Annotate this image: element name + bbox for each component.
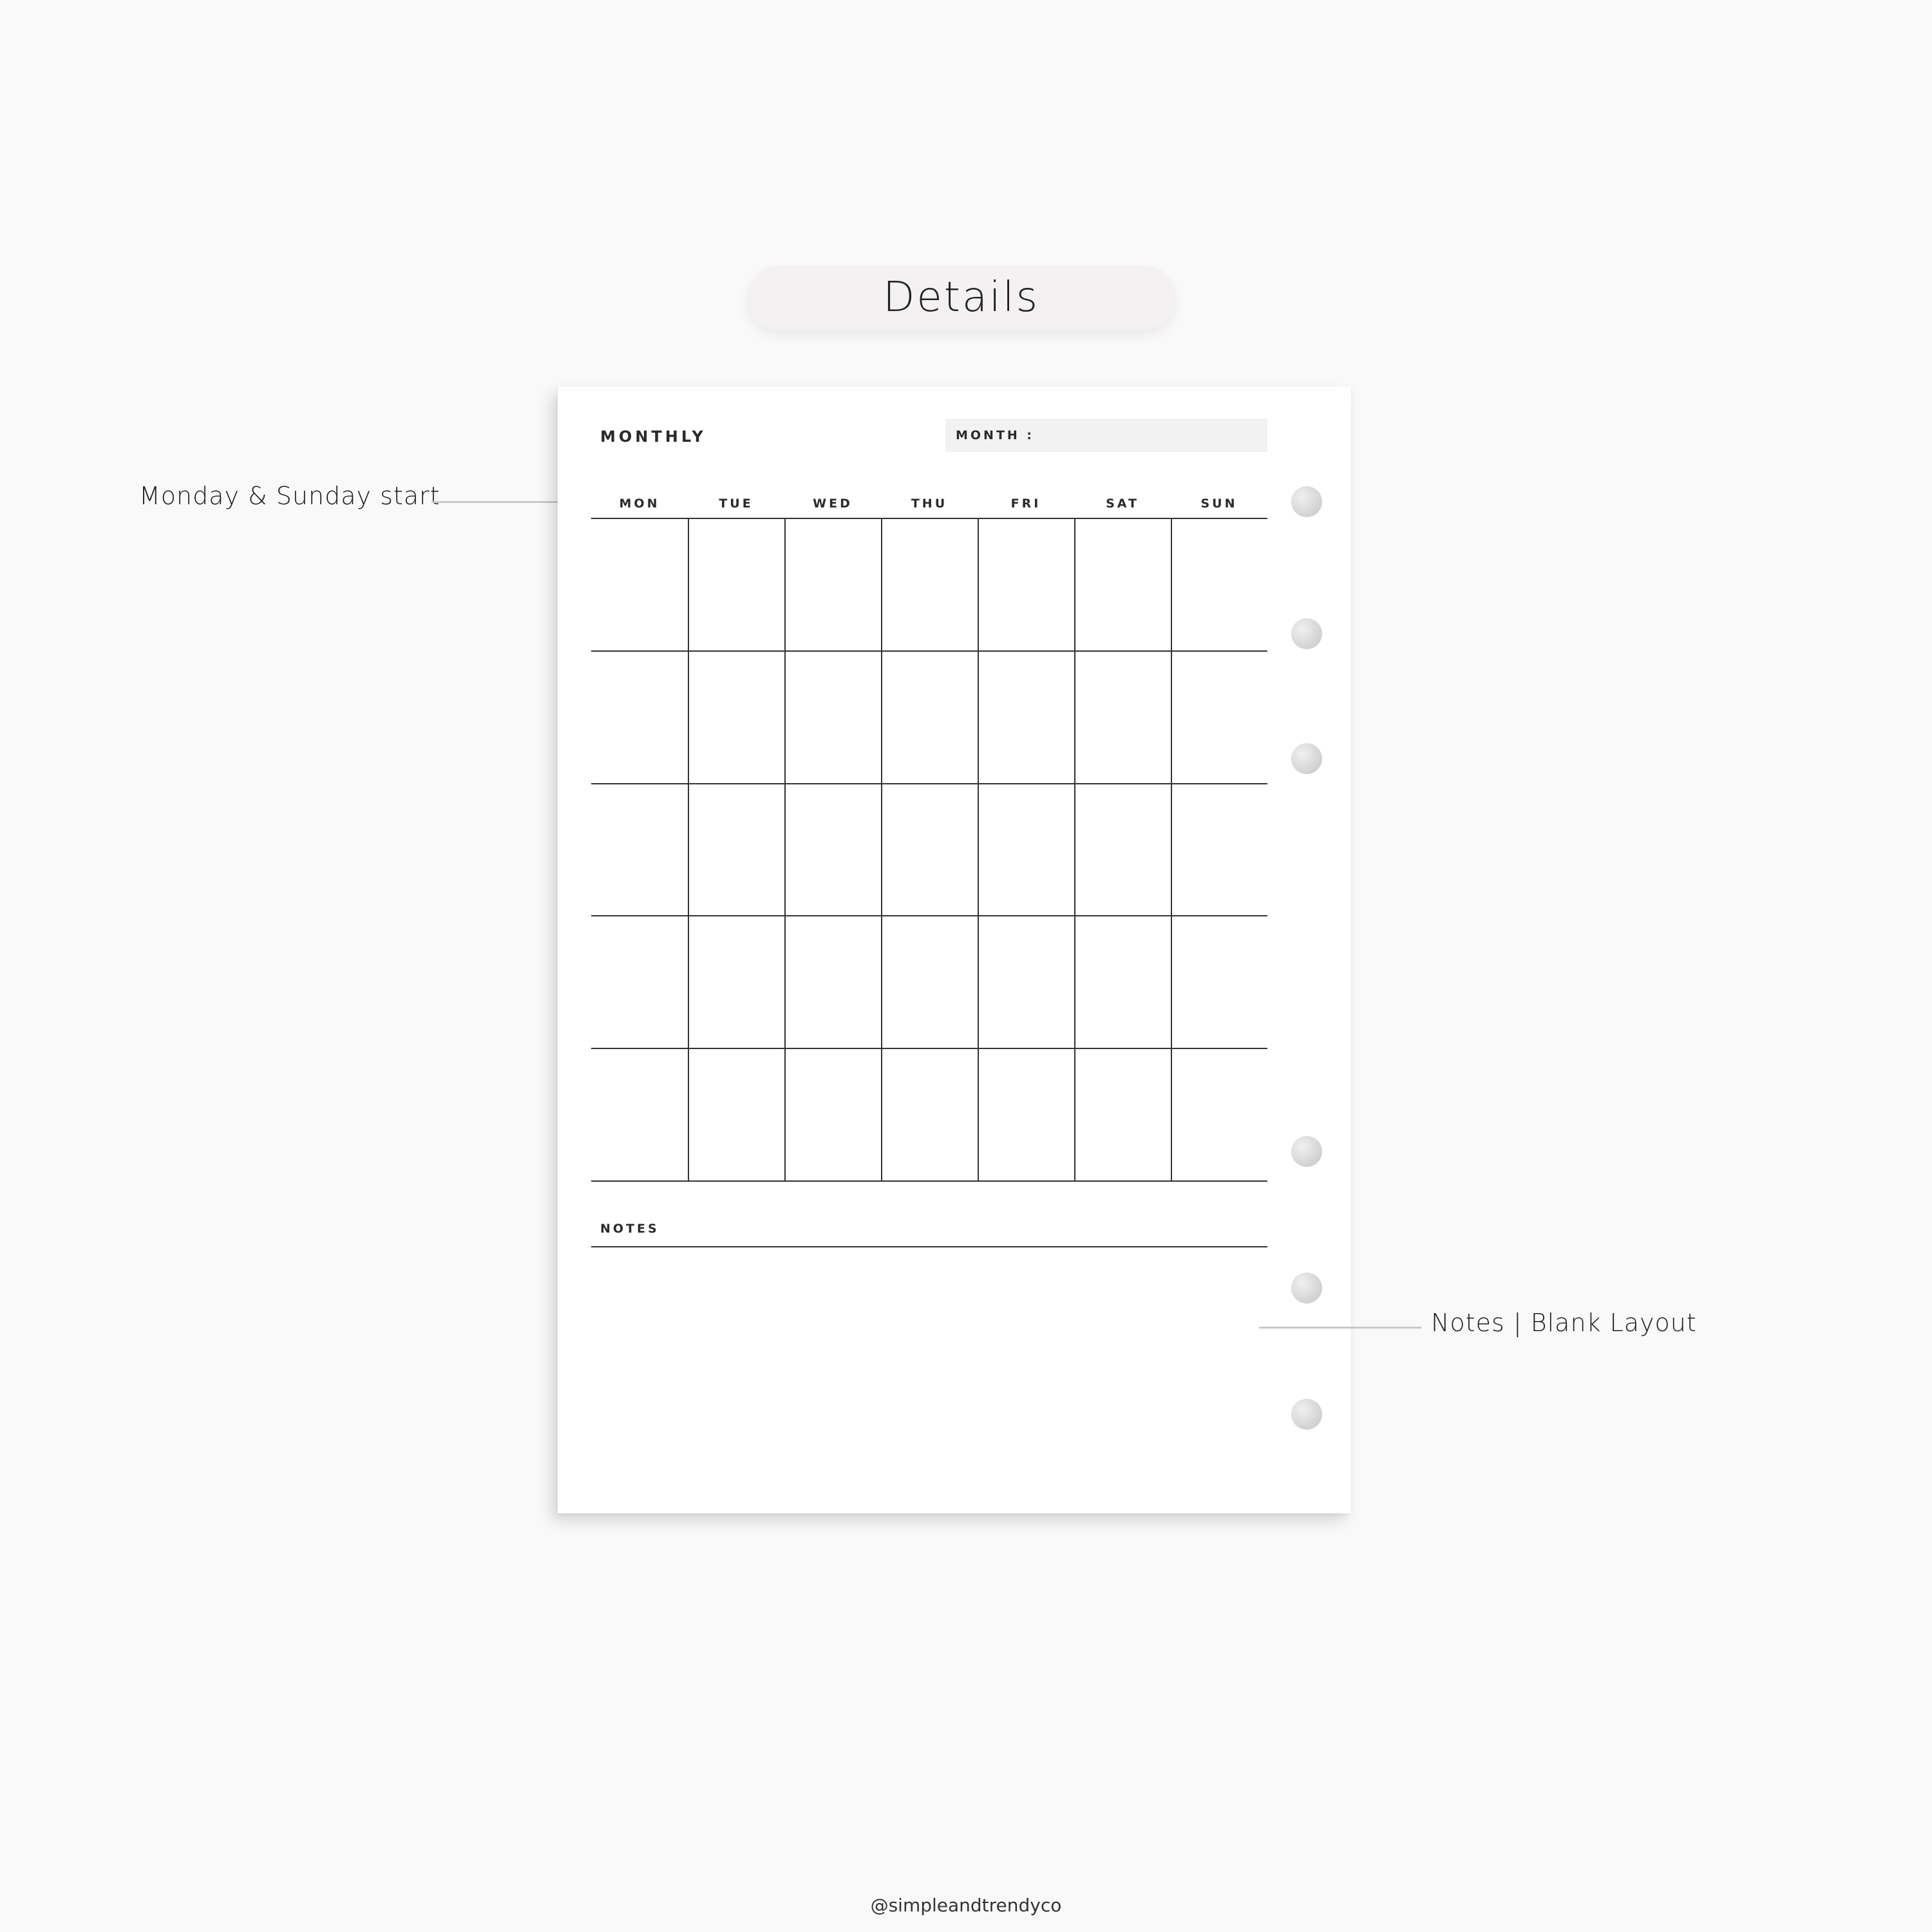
monthly-heading: MONTHLY	[600, 428, 706, 446]
weekday-sat: SAT	[1106, 497, 1139, 511]
callout-notes-layout: Notes | Blank Layout	[1431, 1309, 1697, 1337]
calendar-day-cell	[1171, 784, 1267, 917]
calendar-day-cell	[688, 652, 784, 784]
callout-line-notes	[1259, 1327, 1421, 1329]
calendar-day-cell	[784, 652, 881, 784]
calendar-day-cell	[688, 784, 784, 917]
calendar-day-cell	[688, 519, 784, 652]
punch-hole	[1291, 1136, 1322, 1167]
punch-hole	[1291, 486, 1322, 517]
punch-hole	[1291, 1399, 1322, 1430]
calendar-day-cell	[1074, 784, 1171, 917]
calendar-day-cell	[591, 519, 688, 652]
weekday-tue: TUE	[719, 497, 753, 511]
calendar-day-cell	[1074, 652, 1171, 784]
calendar-day-cell	[784, 519, 881, 652]
punch-hole	[1291, 743, 1322, 774]
weekday-header	[591, 491, 1267, 516]
calendar-day-cell	[978, 519, 1074, 652]
calendar-day-cell	[1171, 519, 1267, 652]
calendar-grid	[591, 518, 1267, 1182]
calendar-day-cell	[1074, 519, 1171, 652]
page-title: Details	[883, 274, 1039, 321]
calendar-day-cell	[978, 784, 1074, 917]
weekday-sun: SUN	[1200, 497, 1238, 511]
punch-hole	[1291, 1273, 1322, 1303]
calendar-day-cell	[881, 784, 978, 917]
planner-page	[558, 386, 1351, 1513]
calendar-day-cell	[784, 916, 881, 1049]
title-pill	[747, 265, 1175, 330]
calendar-day-cell	[1074, 1049, 1171, 1182]
weekday-mon: MON	[619, 497, 660, 511]
notes-rule	[591, 1246, 1267, 1247]
calendar-day-cell	[591, 916, 688, 1049]
calendar-day-cell	[881, 519, 978, 652]
calendar-day-cell	[1171, 652, 1267, 784]
weekday-thu: THU	[911, 497, 948, 511]
callout-start-days: Monday & Sunday start	[139, 482, 440, 510]
calendar-day-cell	[688, 1049, 784, 1182]
calendar-day-cell	[978, 652, 1074, 784]
calendar-day-cell	[591, 1049, 688, 1182]
calendar-day-cell	[1171, 1049, 1267, 1182]
calendar-day-cell	[1074, 916, 1171, 1049]
calendar-day-cell	[591, 784, 688, 917]
punch-hole	[1291, 618, 1322, 649]
calendar-day-cell	[591, 652, 688, 784]
calendar-day-cell	[881, 1049, 978, 1182]
calendar-day-cell	[784, 1049, 881, 1182]
month-field-label: MONTH :	[956, 428, 1035, 442]
brand-handle: @simpleandtrendyco	[870, 1895, 1062, 1916]
calendar-day-cell	[881, 652, 978, 784]
calendar-day-cell	[688, 916, 784, 1049]
calendar-day-cell	[881, 916, 978, 1049]
calendar-day-cell	[978, 1049, 1074, 1182]
weekday-wed: WED	[813, 497, 853, 511]
calendar-day-cell	[784, 784, 881, 917]
weekday-fri: FRI	[1010, 497, 1041, 511]
notes-heading: NOTES	[600, 1222, 659, 1236]
calendar-day-cell	[978, 916, 1074, 1049]
calendar-day-cell	[1171, 916, 1267, 1049]
month-field	[945, 419, 1267, 452]
